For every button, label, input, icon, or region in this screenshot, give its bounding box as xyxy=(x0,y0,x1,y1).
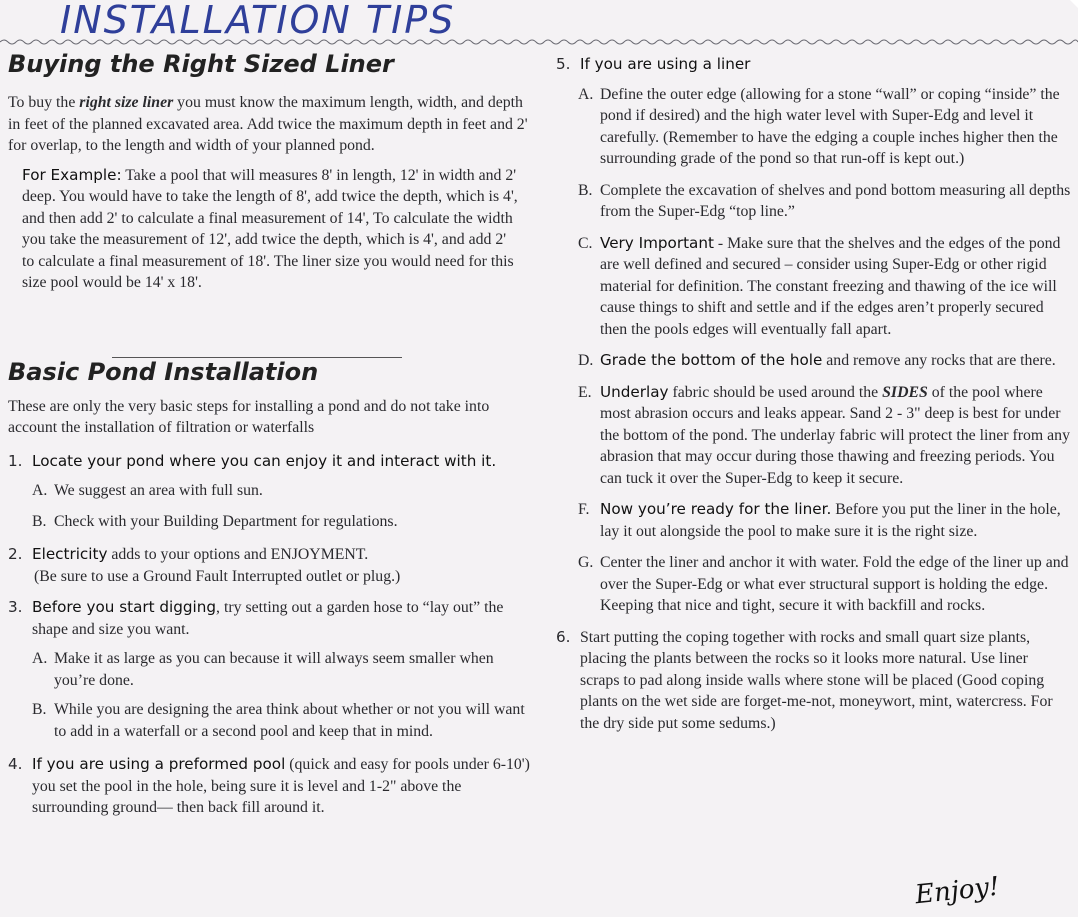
sub-item-e xyxy=(578,382,1074,490)
sub-letter: G. xyxy=(578,554,594,571)
list-item-2 xyxy=(8,544,533,587)
sub-item-heading: Now you’re ready for the liner. xyxy=(600,500,832,518)
section-heading-buying: Buying the Right Sized Liner xyxy=(8,50,394,78)
item-text: adds to your options and ENJOYMENT. xyxy=(107,546,369,563)
list-item-5 xyxy=(556,54,1074,76)
sub-letter: A. xyxy=(32,482,48,499)
item-heading: If you are using a preformed pool xyxy=(32,755,286,773)
sub-item-text: Center the liner and anchor it with water. Fold the edge of the liner up and over the Super-Edg or what ever structural support is holding the edge. Keeping that nice and tight, secure it with backfill and rocks. xyxy=(600,554,1069,614)
sub-item-text: and remove any rocks that are there. xyxy=(822,352,1056,369)
buying-example xyxy=(22,165,522,294)
item-number: 5. xyxy=(556,55,571,73)
sub-item-c xyxy=(578,233,1074,341)
signoff: Enjoy! xyxy=(913,871,1001,911)
example-text: Take a pool that will measures 8' in length, 12' in width and 2' deep. You would have to take the length of 8', add twice the depth, which is 4', and then add 2' to calculate a final measurement of 14', To calculate the width you take the measurement of 12', add twice the depth, which is 4', and add 2' to calculate a final measurement of 18'. The liner size you would need for this size pool would be 14' x 18'. xyxy=(22,166,518,291)
wavy-rule xyxy=(0,36,1078,48)
sub-letter: B. xyxy=(32,701,47,718)
sub-item-text: Before you put the liner in the hole, lay it out alongside the pool to make sure it is the right size. xyxy=(600,501,1061,540)
sub-item-text: - Make sure that the shelves and the edges of the pond are well defined and secured – consider using Super-Edg or other rigid material for definition. The constant freezing and thawing of the ice will cause things to shift and settle and if the edges aren’t properly secured then the pools edges will eventually fall apart. xyxy=(600,234,1061,338)
sub-item-a xyxy=(578,84,1074,170)
sub-letter: F. xyxy=(578,501,590,518)
list-item-1 xyxy=(8,451,533,533)
item-text: , try setting out a garden hose to “lay out” the shape and size you want. xyxy=(32,599,504,638)
item-number: 4. xyxy=(8,755,23,773)
item-heading: Locate your pond where you can enjoy it and interact with it. xyxy=(32,451,497,470)
item-number: 1. xyxy=(8,451,23,470)
item-text: (quick and easy for pools under 6-10') you set the pool in the hole, being sure it is level and 1-2" above the surrounding ground— then back fill around it. xyxy=(32,756,530,816)
sub-item-heading: Grade the bottom of the hole xyxy=(600,351,823,369)
list-item-6 xyxy=(556,627,1056,735)
buying-intro-text-2: you must know the maximum length, width, and depth in feet of the planned excavated area. Add twice the maximum depth in feet and 2' for overlap, to the length and width of your planned pond. xyxy=(8,94,528,154)
section-divider xyxy=(112,357,402,358)
sub-item-text-2: of the pool where most abrasion occurs and leaks appear. Sand 2 - 3" deep is best for under the bottom of the pond. The underlay fabric will protect the liner from any abrasion that may occur during those thawing and freezing periods. You can tuck it over the Super-Edg to keep it secure. xyxy=(600,383,1070,487)
item-text-note: (Be sure to use a Ground Fault Interrupted outlet or plug.) xyxy=(34,567,401,585)
sub-item-emphasis: SIDES xyxy=(882,383,928,401)
sub-item-text: While you are designing the area think about whether or not you will want to add in a waterfall or a second pool and keep that in mind. xyxy=(54,701,525,740)
sub-item-text: Make it as large as you can because it will always seem smaller when you’re done. xyxy=(54,650,494,689)
item-heading: Electricity xyxy=(32,545,108,563)
sub-item-text: fabric should be used around the xyxy=(668,383,883,401)
item-number: 3. xyxy=(8,598,23,616)
sub-item-text: Define the outer edge (allowing for a stone “wall” or coping “inside” the pond if desired) and the high water level with Super-Edg and level it carefully. (Remember to have the edging a couple inches higher then the surrounding grade of the pond so that run-off is kept out.) xyxy=(600,85,1060,167)
page-title: INSTALLATION TIPS xyxy=(60,0,456,42)
sub-item-text: Complete the excavation of shelves and pond bottom measuring all depths from the Super-Edg “top line.” xyxy=(600,181,1071,220)
sub-letter: B. xyxy=(32,512,47,530)
list-item-4 xyxy=(8,754,533,819)
item-text: Start putting the coping together with rocks and small quart size plants, placing the plants between the rocks so it looks more natural. Use liner scraps to pad along inside walls where stone will be placed (Good coping plants on the wet side are forget-me-not, moneywort, mint, watercress. For the dry side put some sedums.) xyxy=(580,628,1053,732)
item-number: 6. xyxy=(556,627,571,646)
basic-intro: These are only the very basic steps for installing a pond and do not take into account the installation of filtration or waterfalls xyxy=(8,397,490,436)
item-number: 2. xyxy=(8,545,23,563)
right-column xyxy=(556,54,1074,734)
sub-letter: C. xyxy=(578,234,593,252)
sub-item-b xyxy=(578,180,1074,223)
sub-letter: E. xyxy=(578,383,592,401)
sub-item-d xyxy=(578,350,1074,372)
sub-letter: A. xyxy=(578,85,594,103)
example-label: For Example: xyxy=(22,165,122,184)
sub-letter: D. xyxy=(578,352,594,369)
page-corner xyxy=(1070,0,1078,8)
item-heading: Before you start digging xyxy=(32,598,217,616)
sub-item-g xyxy=(578,552,1074,617)
buying-intro-emphasis: right size liner xyxy=(79,94,174,111)
sub-item-text: Check with your Building Department for regulations. xyxy=(54,512,398,530)
section-heading-basic: Basic Pond Installation xyxy=(8,357,319,386)
buying-intro xyxy=(8,92,533,157)
left-column xyxy=(8,50,533,819)
sub-item-text: We suggest an area with full sun. xyxy=(54,482,263,499)
sub-item-f xyxy=(578,499,1074,542)
item-heading: If you are using a liner xyxy=(580,55,751,73)
sub-item-heading: Very Important xyxy=(600,233,714,252)
sub-item-heading: Underlay xyxy=(600,382,669,401)
buying-intro-text: To buy the xyxy=(8,94,80,111)
sub-letter: A. xyxy=(32,650,48,667)
list-item-3 xyxy=(8,597,533,742)
sub-letter: B. xyxy=(578,181,593,199)
